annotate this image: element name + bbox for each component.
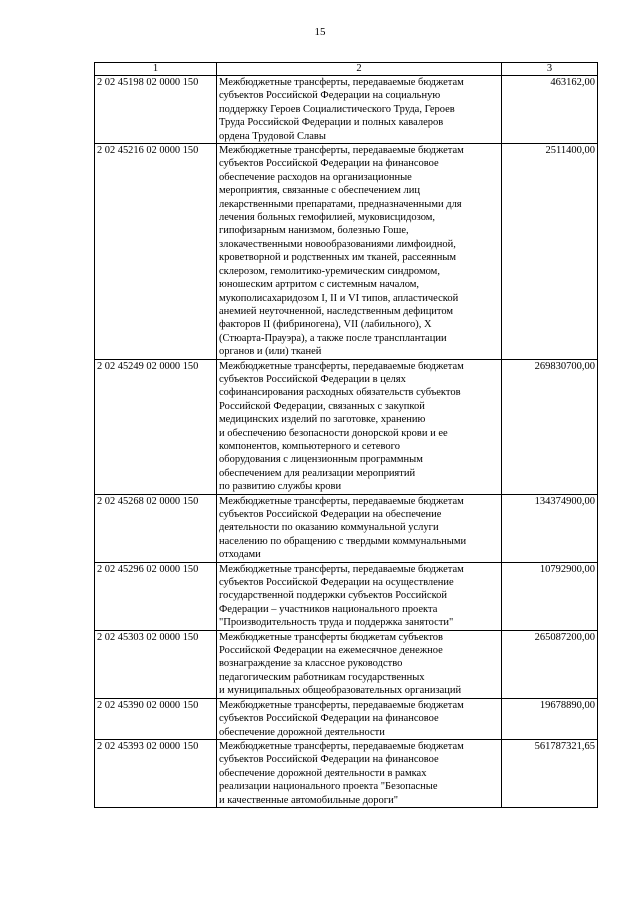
table-row <box>95 698 598 739</box>
description-line: оборудования с лицензионным программным <box>219 454 423 466</box>
description-line: софинансирования расходных обязательств субъектов <box>219 387 461 399</box>
description-line: факторов II (фибриногена), VII (лабильного), X <box>219 319 432 331</box>
description-line: органов и (или) тканей <box>219 346 322 358</box>
column-header-code: 1 <box>95 63 217 76</box>
description-line: субъектов Российской Федерации на осуществление <box>219 577 454 589</box>
table-row <box>95 144 598 360</box>
amount-cell: 2511400,00 <box>502 144 598 360</box>
description-line: компонентов, компьютерного и сетевого <box>219 440 400 452</box>
description-line: Межбюджетные трансферты бюджетам субъектов <box>219 631 444 643</box>
description-line: обеспечение дорожной деятельности <box>219 726 385 738</box>
table-row <box>95 562 598 630</box>
description-line: государственной поддержки субъектов Российской <box>219 590 448 602</box>
budget-code-cell: 2 02 45198 02 0000 150 <box>95 76 217 144</box>
description-line: мероприятия, связанные с обеспечением лиц <box>219 185 421 197</box>
description-line: субъектов Российской Федерации на финансовое <box>219 713 439 725</box>
description-line: Российской Федерации, связанных с закупкой <box>219 400 425 412</box>
description-line: Межбюджетные трансферты, передаваемые бюджетам <box>219 360 464 372</box>
description-line: деятельности по оказанию коммунальной услуги <box>219 522 439 534</box>
description-line: (Стюарта-Прауэра), а также после трансплантации <box>219 332 447 344</box>
amount-cell: 19678890,00 <box>502 698 598 739</box>
description-line: педагогическим работникам государственных <box>219 671 425 683</box>
amount-cell: 463162,00 <box>502 76 598 144</box>
description-line: лекарственными препаратами, предназначенными для <box>219 198 462 210</box>
description-line: Российской Федерации на ежемесячное денежное <box>219 645 443 657</box>
amount-cell: 10792900,00 <box>502 562 598 630</box>
description-line: отходами <box>219 549 261 561</box>
description-line: "Производительность труда и поддержка занятости" <box>219 617 454 629</box>
description-cell <box>217 698 502 739</box>
description-line: субъектов Российской Федерации на социальную <box>219 90 441 102</box>
description-line: поддержку Героев Социалистического Труда, Героев <box>219 103 455 115</box>
description-cell <box>217 494 502 562</box>
description-line: субъектов Российской Федерации в целях <box>219 373 406 385</box>
description-line: Федерации – участников национального проекта <box>219 603 438 615</box>
description-line: Межбюджетные трансферты, передаваемые бюджетам <box>219 145 464 157</box>
budget-code-cell: 2 02 45216 02 0000 150 <box>95 144 217 360</box>
budget-code-cell: 2 02 45268 02 0000 150 <box>95 494 217 562</box>
description-line: обеспечением для реализации мероприятий <box>219 467 416 479</box>
description-line: мукополисахаридозом I, II и VI типов, апластической <box>219 292 459 304</box>
budget-code-cell: 2 02 45390 02 0000 150 <box>95 698 217 739</box>
budget-code-cell: 2 02 45249 02 0000 150 <box>95 359 217 494</box>
table-body <box>95 63 598 808</box>
description-line: анемией неуточненной, наследственным дефицитом <box>219 305 454 317</box>
description-line: обеспечение дорожной деятельности в рамках <box>219 767 427 779</box>
description-cell <box>217 739 502 807</box>
description-line: и качественные автомобильные дороги" <box>219 794 399 806</box>
description-line: и муниципальных общеобразовательных организаций <box>219 685 462 697</box>
amount-cell: 134374900,00 <box>502 494 598 562</box>
amount-cell: 265087200,00 <box>502 630 598 698</box>
description-line: лечения больных гемофилией, муковисцидозом, <box>219 212 436 224</box>
budget-table <box>94 62 598 808</box>
budget-code-cell: 2 02 45296 02 0000 150 <box>95 562 217 630</box>
description-line: кроветворной и родственных им тканей, рассеянным <box>219 252 457 264</box>
description-line: Межбюджетные трансферты, передаваемые бюджетам <box>219 699 464 711</box>
column-header-description: 2 <box>217 63 502 76</box>
description-line: субъектов Российской Федерации на финансовое <box>219 754 439 766</box>
budget-code-cell: 2 02 45393 02 0000 150 <box>95 739 217 807</box>
description-line: злокачественными новообразованиями лимфоидной, <box>219 238 456 250</box>
description-line: медицинских изделий по заготовке, хранению <box>219 414 426 426</box>
description-line: Межбюджетные трансферты, передаваемые бюджетам <box>219 740 464 752</box>
description-line: субъектов Российской Федерации на обеспечение <box>219 509 442 520</box>
description-line: Межбюджетные трансферты, передаваемые бюджетам <box>219 563 464 575</box>
description-cell <box>217 76 502 144</box>
description-cell <box>217 630 502 698</box>
description-line: Межбюджетные трансферты, передаваемые бюджетам <box>219 495 464 507</box>
budget-code-cell: 2 02 45303 02 0000 150 <box>95 630 217 698</box>
description-line: гипофизарным нанизмом, болезнью Гоше, <box>219 225 409 237</box>
table-row <box>95 630 598 698</box>
description-line: субъектов Российской Федерации на финансовое <box>219 158 439 170</box>
description-line: вознаграждение за классное руководство <box>219 658 403 670</box>
amount-cell: 269830700,00 <box>502 359 598 494</box>
description-cell <box>217 144 502 360</box>
amount-cell: 561787321,65 <box>502 739 598 807</box>
description-line: населению по обращению с твердыми коммунальными <box>219 535 467 547</box>
description-cell <box>217 562 502 630</box>
table-row <box>95 359 598 494</box>
description-line: склерозом, гемолитико-уремическим синдромом, <box>219 265 440 277</box>
table-row <box>95 494 598 562</box>
description-line: по развитию службы крови <box>219 481 342 493</box>
description-line: Межбюджетные трансферты, передаваемые бюджетам <box>219 77 464 88</box>
description-line: обеспечение расходов на организационные <box>219 171 412 183</box>
description-line: реализации национального проекта "Безопасные <box>219 781 438 793</box>
table-header-row <box>95 63 598 76</box>
description-line: Труда Российской Федерации и полных кавалеров <box>219 117 444 129</box>
table-row <box>95 739 598 807</box>
page-number: 15 <box>314 26 326 38</box>
column-header-amount: 3 <box>502 63 598 76</box>
description-line: ордена Трудовой Славы <box>219 130 326 142</box>
description-cell <box>217 359 502 494</box>
description-line: юношеским артритом с системным началом, <box>219 279 420 291</box>
description-line: и обеспечению безопасности донорской крови и ее <box>219 427 448 439</box>
table-row <box>95 76 598 144</box>
